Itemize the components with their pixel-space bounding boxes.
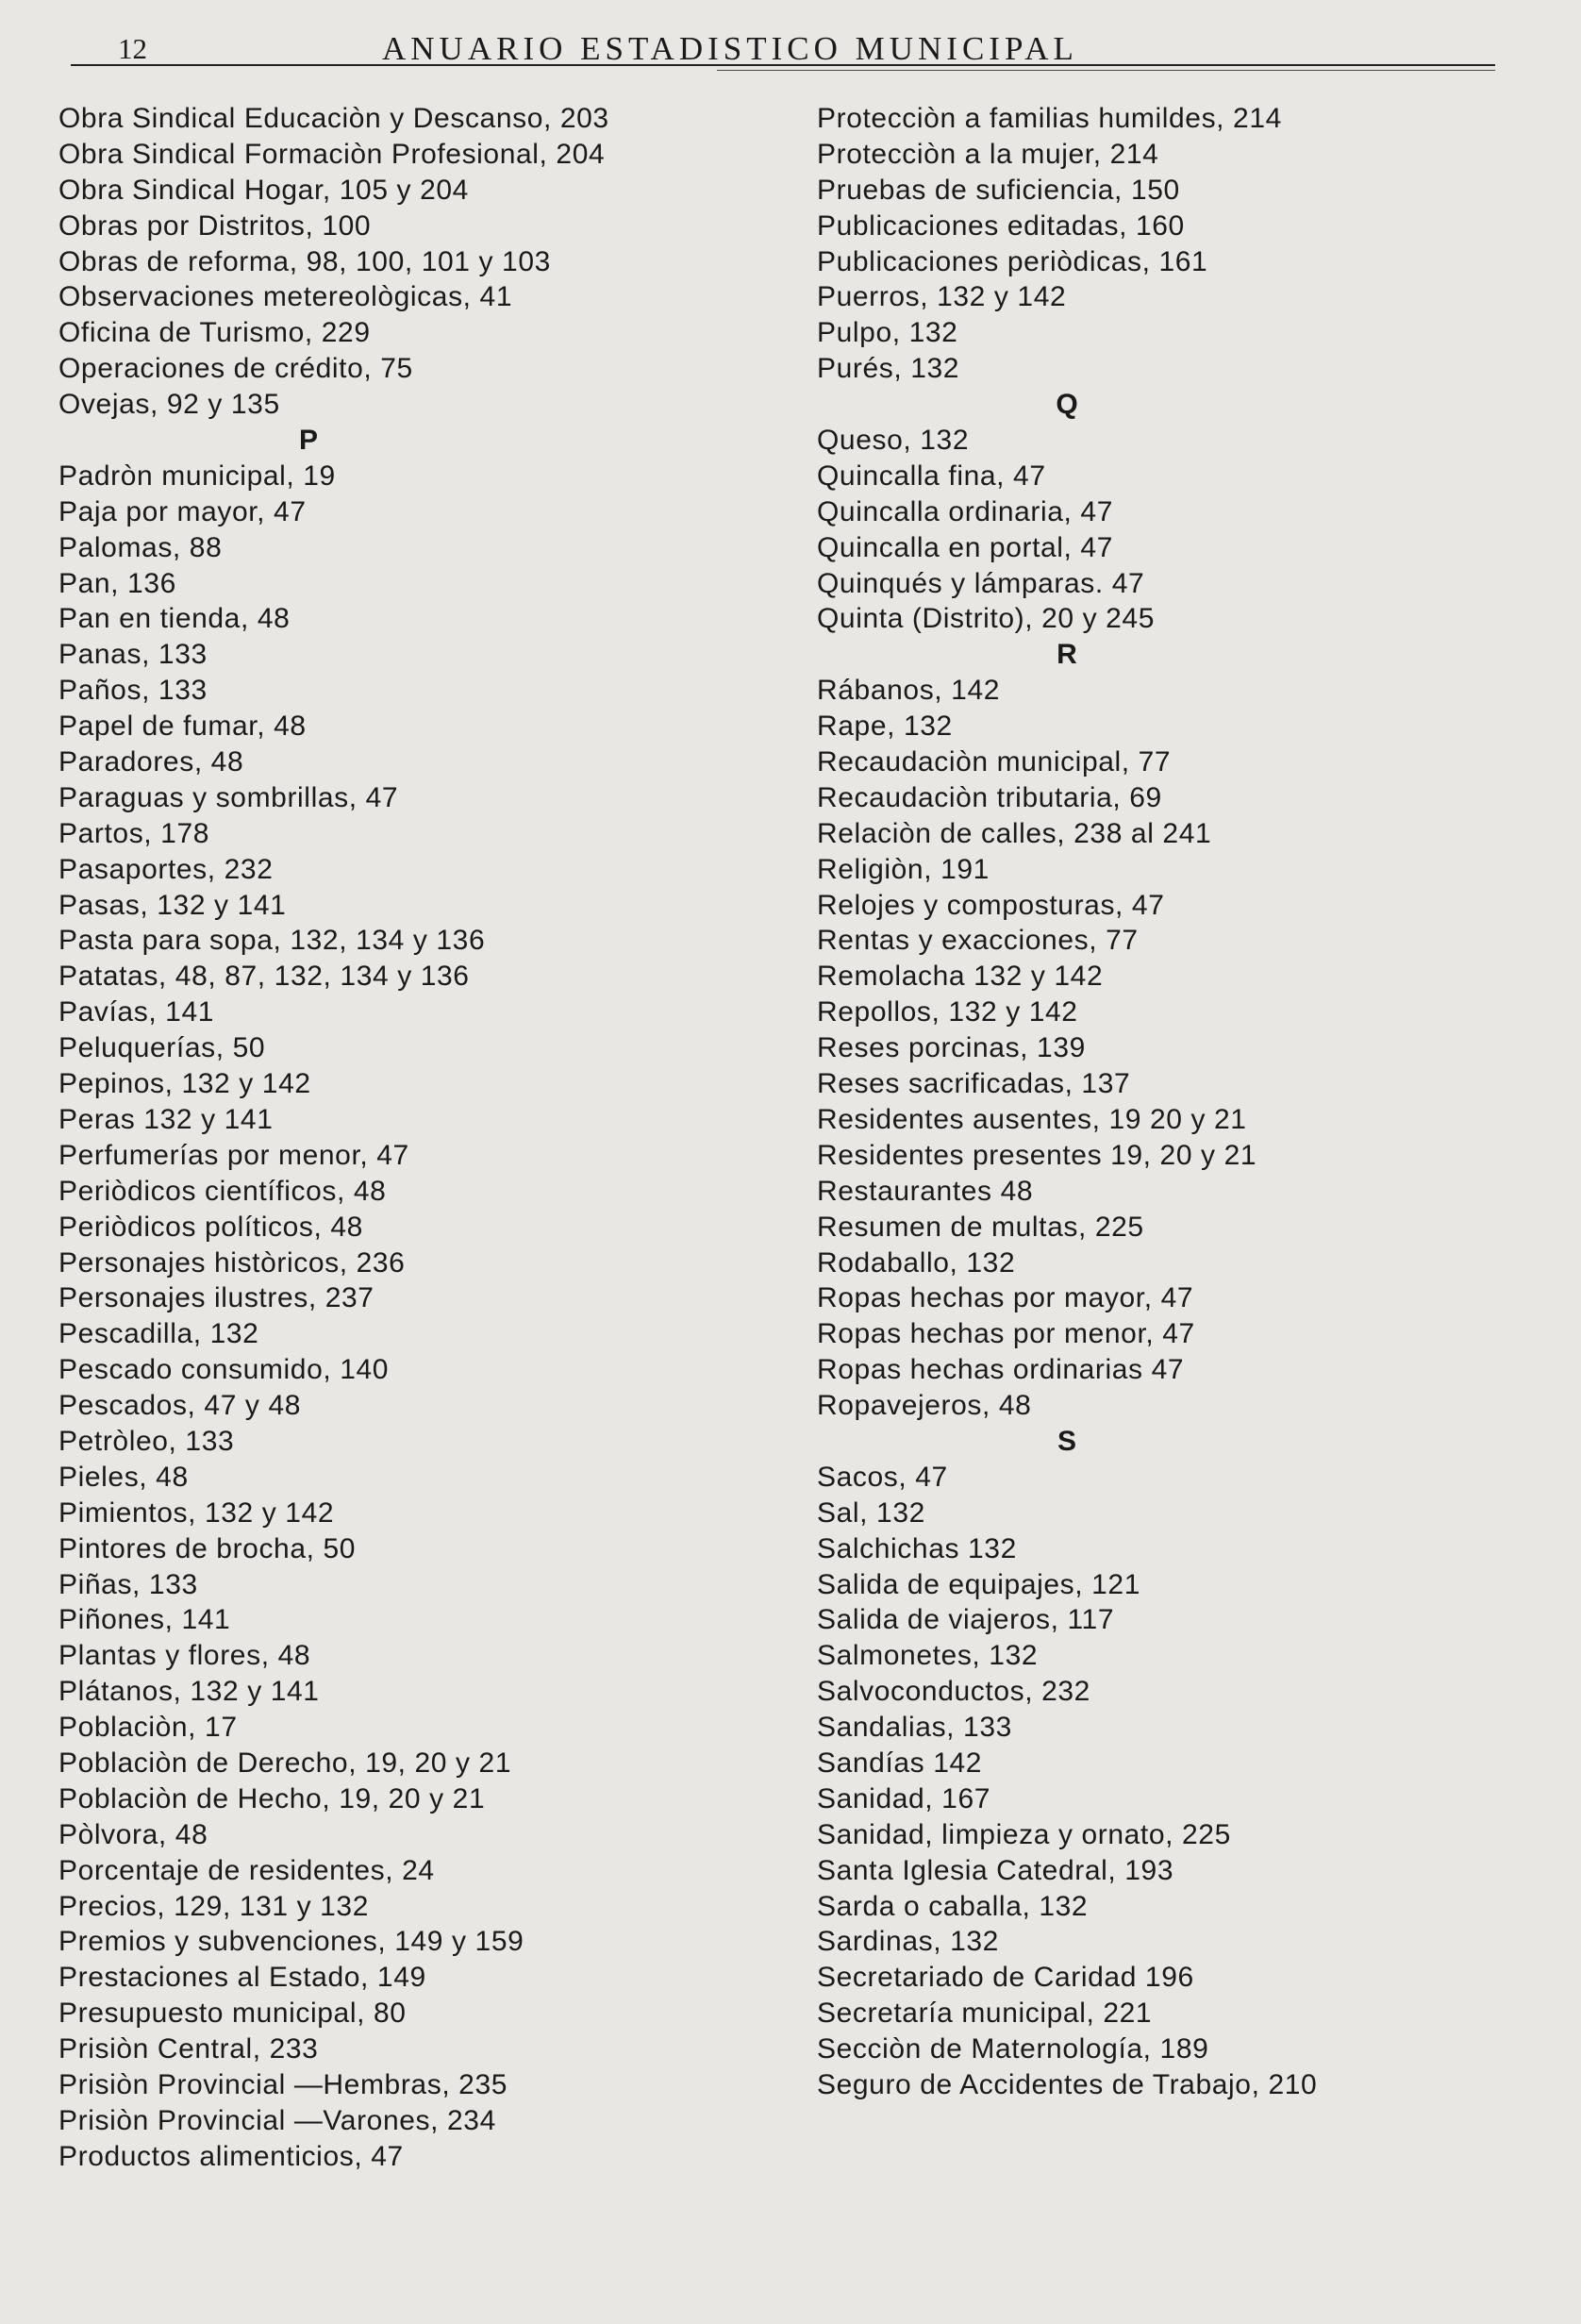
- index-entry: Paja por mayor, 47: [58, 495, 307, 527]
- index-entry: Prestaciones al Estado, 149: [58, 1962, 426, 1994]
- index-entry: Ropas hechas ordinarias 47: [817, 1354, 1185, 1386]
- index-entry: Pulpo, 132: [817, 317, 958, 349]
- index-entry: Salchichas 132: [817, 1532, 1017, 1564]
- index-entry: Protecciòn a la mujer, 214: [817, 138, 1159, 170]
- index-entry: Sanidad, 167: [817, 1782, 991, 1814]
- index-entry: Queso, 132: [817, 425, 970, 457]
- index-entry: Obra Sindical Hogar, 105 y 204: [58, 174, 469, 206]
- index-entry: Ovejas, 92 y 135: [58, 389, 280, 421]
- index-entry: Paños, 133: [58, 675, 208, 707]
- index-entry: Puerros, 132 y 142: [817, 281, 1067, 313]
- index-entry: Paraguas y sombrillas, 47: [58, 781, 399, 813]
- index-entry: Sal, 132: [817, 1496, 925, 1529]
- index-entry: Prisiòn Provincial —Hembras, 235: [58, 2068, 508, 2100]
- index-entry: Ropas hechas por menor, 47: [817, 1318, 1195, 1350]
- index-entry: Restaurantes 48: [817, 1175, 1034, 1207]
- index-entry: Remolacha 132 y 142: [817, 961, 1104, 993]
- page-header: [71, 26, 1495, 74]
- index-entry: Pieles, 48: [58, 1461, 189, 1493]
- index-entry: Prisiòn Central, 233: [58, 2033, 319, 2065]
- index-entry: Peras 132 y 141: [58, 1103, 274, 1135]
- index-entry: Patatas, 48, 87, 132, 134 y 136: [58, 961, 470, 993]
- index-entry: Quincalla en portal, 47: [817, 531, 1113, 563]
- index-entry: Rentas y exacciones, 77: [817, 925, 1139, 957]
- index-entry: Palomas, 88: [58, 531, 223, 563]
- running-title: ANUARIO ESTADISTICO MUNICIPAL: [382, 30, 1078, 67]
- index-entry: Periòdicos científicos, 48: [58, 1175, 387, 1207]
- index-entry: Salida de equipajes, 121: [817, 1568, 1140, 1600]
- index-entry: Pasta para sopa, 132, 134 y 136: [58, 925, 486, 957]
- index-entry: Pescadilla, 132: [58, 1318, 259, 1350]
- index-entry: Petròleo, 133: [58, 1425, 235, 1457]
- index-entry: Purés, 132: [817, 353, 960, 385]
- index-entry: Sardinas, 132: [817, 1926, 999, 1958]
- header-rule-secondary: [717, 70, 1495, 71]
- index-entry: Partos, 178: [58, 817, 210, 849]
- index-entry: Salida de viajeros, 117: [817, 1604, 1115, 1636]
- index-entry: Residentes ausentes, 19 20 y 21: [817, 1103, 1247, 1135]
- section-letter: Q: [1056, 389, 1078, 421]
- index-entry: Plantas y flores, 48: [58, 1640, 311, 1672]
- index-entry: Quinqués y lámparas. 47: [817, 567, 1145, 599]
- index-entry: Repollos, 132 y 142: [817, 996, 1078, 1028]
- index-entry: Obras por Distritos, 100: [58, 209, 372, 242]
- index-entry: Quincalla ordinaria, 47: [817, 495, 1113, 527]
- index-entry: Obra Sindical Formaciòn Profesional, 204: [58, 138, 606, 170]
- index-entry: Piñones, 141: [58, 1604, 231, 1636]
- index-entry: Pescados, 47 y 48: [58, 1390, 302, 1422]
- index-entry: Relojes y composturas, 47: [817, 889, 1165, 921]
- index-entry: Piñas, 133: [58, 1568, 198, 1600]
- index-entry: Paradores, 48: [58, 746, 244, 778]
- section-letter: R: [1057, 639, 1077, 671]
- index-entry: Pavías, 141: [58, 996, 215, 1028]
- index-entry: Periòdicos políticos, 48: [58, 1211, 363, 1243]
- index-entry: Prisiòn Provincial —Varones, 234: [58, 2104, 496, 2136]
- index-entry: Personajes ilustres, 237: [58, 1282, 374, 1314]
- index-entry: Plátanos, 132 y 141: [58, 1676, 320, 1708]
- index-entry: Salvoconductos, 232: [817, 1676, 1090, 1708]
- index-entry: Papel de fumar, 48: [58, 711, 307, 743]
- index-entry: Presupuesto municipal, 80: [58, 1998, 407, 2030]
- index-entry: Ropas hechas por mayor, 47: [817, 1282, 1194, 1314]
- index-entry: Sanidad, limpieza y ornato, 225: [817, 1818, 1231, 1850]
- index-column-left: [58, 101, 794, 2175]
- index-entry: Sandalias, 133: [817, 1712, 1012, 1744]
- index-entry: Quinta (Distrito), 20 y 245: [817, 603, 1156, 635]
- index-entry: Resumen de multas, 225: [817, 1211, 1144, 1243]
- index-entry: Publicaciones periòdicas, 161: [817, 245, 1208, 277]
- index-entry: Poblaciòn de Derecho, 19, 20 y 21: [58, 1747, 512, 1779]
- index-entry: Poblaciòn, 17: [58, 1712, 238, 1744]
- index-entry: Religiòn, 191: [817, 853, 990, 885]
- index-entry: Peluquerías, 50: [58, 1032, 266, 1064]
- index-entry: Residentes presentes 19, 20 y 21: [817, 1139, 1257, 1171]
- index-entry: Pasas, 132 y 141: [58, 889, 287, 921]
- index-entry: Recaudaciòn tributaria, 69: [817, 781, 1162, 813]
- index-entry: Pimientos, 132 y 142: [58, 1496, 335, 1529]
- index-entry: Protecciòn a familias humildes, 214: [817, 103, 1282, 134]
- index-entry: Padròn municipal, 19: [58, 460, 336, 492]
- index-entry: Operaciones de crédito, 75: [58, 353, 413, 385]
- index-entry: Sandías 142: [817, 1747, 983, 1779]
- index-entry: Productos alimenticios, 47: [58, 2140, 404, 2172]
- index-entry: Secretariado de Caridad 196: [817, 1962, 1194, 1994]
- index-entry: Observaciones metereològicas, 41: [58, 281, 513, 313]
- index-entry: Personajes històricos, 236: [58, 1246, 406, 1279]
- index-entry: Reses sacrificadas, 137: [817, 1068, 1131, 1100]
- header-rule: [71, 64, 1495, 66]
- index-entry: Sarda o caballa, 132: [817, 1890, 1089, 1922]
- index-entry: Secciòn de Maternología, 189: [817, 2033, 1209, 2065]
- index-entry: Publicaciones editadas, 160: [817, 209, 1185, 242]
- index-entry: Rape, 132: [817, 711, 953, 743]
- index-entry: Rodaballo, 132: [817, 1246, 1016, 1279]
- index-entry: Premios y subvenciones, 149 y 159: [58, 1926, 524, 1958]
- section-letter: S: [1057, 1425, 1076, 1457]
- index-entry: Obra Sindical Educaciòn y Descanso, 203: [58, 103, 609, 134]
- index-entry: Relaciòn de calles, 238 al 241: [817, 817, 1212, 849]
- index-entry: Pasaportes, 232: [58, 853, 274, 885]
- section-letter: P: [298, 425, 318, 457]
- index-entry: Panas, 133: [58, 639, 208, 671]
- index-entry: Obras de reforma, 98, 100, 101 y 103: [58, 245, 551, 277]
- index-entry: Oficina de Turismo, 229: [58, 317, 371, 349]
- index-entry: Precios, 129, 131 y 132: [58, 1890, 370, 1922]
- index-entry: Pan en tienda, 48: [58, 603, 291, 635]
- index-entry: Quincalla fina, 47: [817, 460, 1046, 492]
- index-entry: Secretaría municipal, 221: [817, 1998, 1153, 2030]
- index-entry: Seguro de Accidentes de Trabajo, 210: [817, 2068, 1318, 2100]
- index-entry: Porcentaje de residentes, 24: [58, 1854, 435, 1886]
- index-entry: Recaudaciòn municipal, 77: [817, 746, 1172, 778]
- index-entry: Pintores de brocha, 50: [58, 1532, 357, 1564]
- index-entry: Salmonetes, 132: [817, 1640, 1039, 1672]
- index-entry: Pruebas de suficiencia, 150: [817, 174, 1180, 206]
- index-entry: Pòlvora, 48: [58, 1818, 208, 1850]
- index-entry: Santa Iglesia Catedral, 193: [817, 1854, 1174, 1886]
- index-entry: Sacos, 47: [817, 1461, 948, 1493]
- index-entry: Pan, 136: [58, 567, 176, 599]
- index-column-right: [817, 101, 1553, 2103]
- index-entry: Rábanos, 142: [817, 675, 1001, 707]
- index-entry: Pepinos, 132 y 142: [58, 1068, 311, 1100]
- page-number: 12: [118, 32, 147, 65]
- index-entry: Perfumerías por menor, 47: [58, 1139, 409, 1171]
- index-entry: Reses porcinas, 139: [817, 1032, 1086, 1064]
- index-entry: Pescado consumido, 140: [58, 1354, 390, 1386]
- index-entry: Ropavejeros, 48: [817, 1390, 1032, 1422]
- index-entry: Poblaciòn de Hecho, 19, 20 y 21: [58, 1782, 486, 1814]
